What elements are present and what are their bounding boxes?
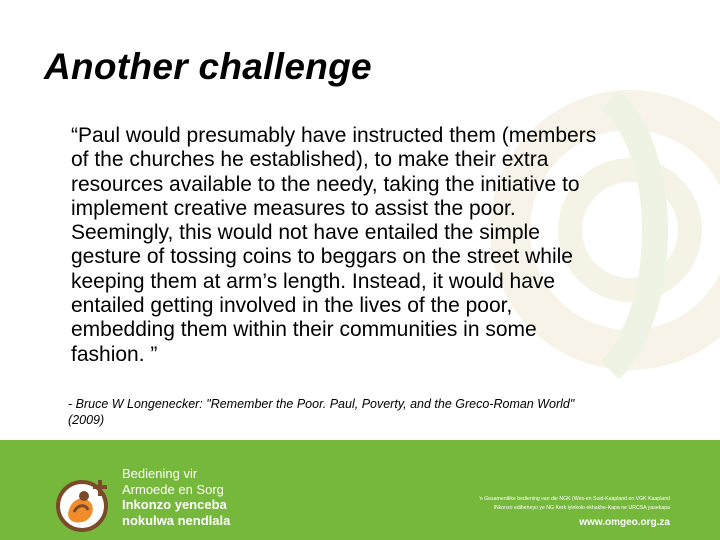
slide-title: Another challenge <box>44 46 372 87</box>
quote-text: “Paul would presumably have instructed them (members of the churches he established), to make their extra resources available to the needy, taking the initiative to implement creative measures to assist the poor. Seemingly, this would not have entailed the simple gesture of tossing coins to beggars on the street while keeping them at arm’s length. Instead, it would have entailed getting involved in the lives of the poor, embedding them within their communities in some fashion. ” <box>71 124 597 366</box>
org-name-line-2: Armoede en Sorg <box>122 481 224 497</box>
organization-name <box>122 466 230 528</box>
footer-tagline-1: 'n Gesamentlike bediening van die NGK (Wes-en Suid-Kaapland en VGK Kaapland <box>478 496 670 502</box>
org-name-line-4: nokulwa nendlala <box>122 512 231 528</box>
org-name-line-1: Bediening vir <box>122 466 198 481</box>
organization-logo-icon <box>54 474 114 534</box>
footer-tagline-2: INkonzo edibeneyo ye NG Kerk iyinkolo ekhakhe-Kapa ne URCSA yasekapa <box>493 505 670 511</box>
website-link[interactable]: www.omgeo.org.za <box>579 517 670 528</box>
org-name-line-3: Inkonzo yenceba <box>122 497 227 512</box>
citation-text: - Bruce W Longenecker: "Remember the Poor. Paul, Poverty, and the Greco-Roman World" (2009) <box>68 397 575 427</box>
